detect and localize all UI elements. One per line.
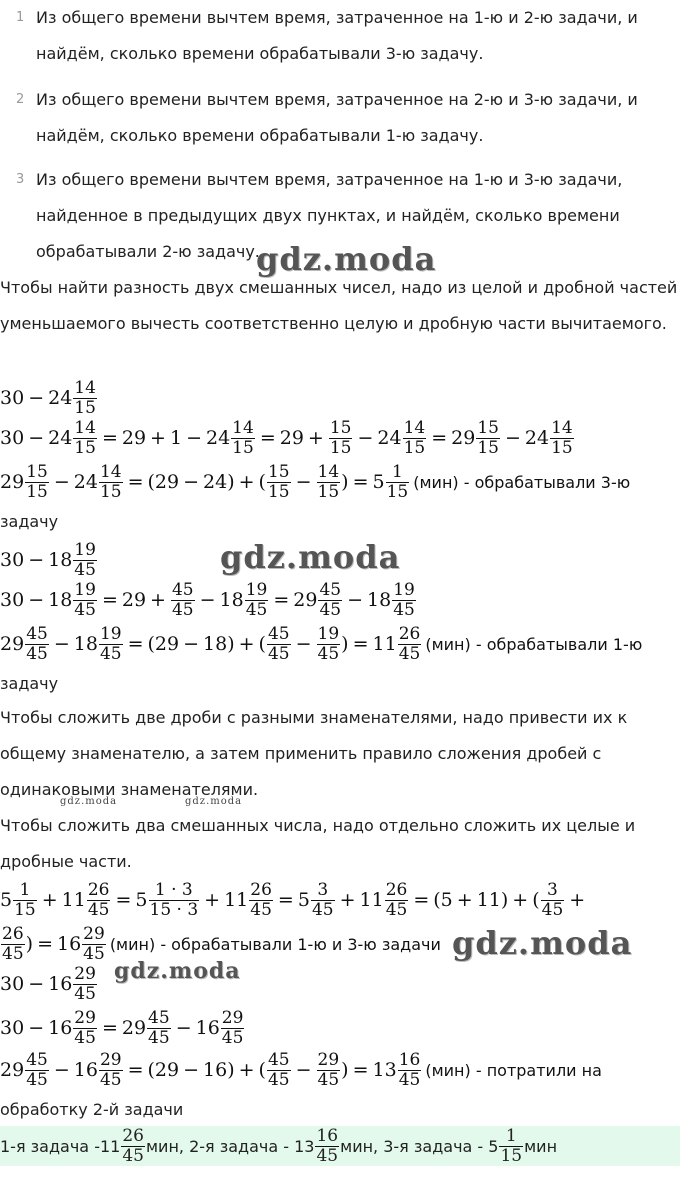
equation-line: 30 − 24 $\frac{14}{15}$ = 29 + 1 − 24 $\frac{14}{15}$ = 29 + $\frac{15}{15}$ − 24 $\frac{14}{15}$ = 29 $\frac{15}{15}$ − 24 $\frac{14}{15}$ bbox=[0, 417, 573, 458]
note: (мин) - потратили на bbox=[425, 1060, 602, 1080]
note: (мин) - обрабатывали 1-ю bbox=[425, 634, 643, 654]
watermark: gdz.moda bbox=[220, 538, 401, 576]
answer-part: мин, 3-я задача - 5 bbox=[340, 1136, 499, 1156]
rule-fraction-addition: Чтобы сложить две дроби с разными знаменателями, надо привести их к общему знаменателю, а затем применить правило сложения дробей с одинаковыми знаменателями. bbox=[0, 708, 628, 799]
watermark: gdz.moda bbox=[60, 796, 118, 807]
note: (мин) - обрабатывали 1-ю и 3-ю задачи bbox=[109, 934, 441, 954]
note: задачу bbox=[0, 512, 59, 531]
watermark: gdz.moda bbox=[256, 240, 437, 278]
answer-part: мин, 2-я задача - 13 bbox=[145, 1136, 315, 1156]
equation-line: 30 − 16 $\frac{29}{45}$ = 29 $\frac{45}{45}$ − 16 $\frac{29}{45}$ bbox=[0, 1007, 244, 1048]
equation-line: 30 − 18 $\frac{19}{45}$ bbox=[0, 539, 96, 580]
note: (мин) - обрабатывали 3-ю bbox=[413, 472, 631, 492]
rule-mixed-subtraction: Чтобы найти разность двух смешанных чисел, надо из целой и дробной частей уменьшаемого вычесть соответственно целую и дробную части вычитаемого. bbox=[0, 278, 678, 333]
equation-line: 29 15 15 − 24 $\frac{14}{15}$ = (29 − 24) + ( $\frac{15}{15}$ − $\frac{14}{15}$ ) = 5 $\frac{1}{15}$ (мин) - обрабатывали 3-ю bbox=[0, 461, 631, 502]
rule-mixed-addition: Чтобы сложить два смешанных числа, надо отдельно сложить их целые и дробные части. bbox=[0, 816, 636, 871]
step-number: 1 bbox=[16, 10, 25, 25]
answer-part: мин bbox=[524, 1136, 558, 1156]
step-number: 3 bbox=[16, 172, 25, 187]
equation-line: 30 − 24 $\frac{14}{15}$ bbox=[0, 377, 96, 418]
watermark: gdz.moda bbox=[452, 924, 633, 962]
step-text: Из общего времени вычтем время, затраченное на 1-ю и 3-ю задачи, найденное в предыдущих двух пунктах, и найдём, сколько времени обрабатывали 2-ю задачу. bbox=[36, 170, 623, 261]
watermark: gdz.moda bbox=[114, 958, 241, 984]
equation-line: 29 45 45 − 18 $\frac{19}{45}$ = (29 − 18) + ( $\frac{45}{45}$ − $\frac{19}{45}$ ) = 11 $\frac{26}{45}$ (мин) - обрабатывали 1-ю bbox=[0, 623, 643, 664]
answer-box: 1-я задача -11 26 45 мин, 2-я задача - 13 16 45 мин, 3-я задача - 5 1 15 мин bbox=[0, 1126, 680, 1166]
step-number: 2 bbox=[16, 92, 25, 107]
equation-line: 29 45 45 − 16 $\frac{29}{45}$ = (29 − 16) + ( $\frac{45}{45}$ − $\frac{29}{45}$ ) = 13 $\frac{16}{45}$ (мин) - потратили на bbox=[0, 1049, 602, 1090]
step-text: Из общего времени вычтем время, затраченное на 1-ю и 2-ю задачи, и найдём, сколько времени обрабатывали 3-ю задачу. bbox=[36, 8, 638, 63]
watermark: gdz.moda bbox=[185, 796, 243, 807]
note: обработку 2-й задачи bbox=[0, 1100, 184, 1119]
equation-line: 5 1 15 + 11 $\frac{26}{45}$ = 5 $\frac{1 \cdot 3}{15 \cdot 3}$ + 11 $\frac{26}{45}$ = 5 $\frac{3}{45}$ + 11 $\frac{26}{45}$ = (5 + 11) + ( $\frac{3}{45}$ + bbox=[0, 879, 586, 920]
step-text: Из общего времени вычтем время, затраченное на 2-ю и 3-ю задачи, и найдём, сколько времени обрабатывали 1-ю задачу. bbox=[36, 90, 638, 145]
note: задачу bbox=[0, 674, 59, 693]
equation-line: $\frac{26}{45}$ ) = 16 $\frac{29}{45}$ (мин) - обрабатывали 1-ю и 3-ю задачи bbox=[2, 923, 441, 964]
equation-line: 30 − 16 $\frac{29}{45}$ bbox=[0, 963, 96, 1004]
answer-part: 1-я задача -11 bbox=[0, 1136, 121, 1156]
equation-line: 30 − 18 $\frac{19}{45}$ = 29 + $\frac{45}{45}$ − 18 $\frac{19}{45}$ = 29 $\frac{45}{45}$ − 18 $\frac{19}{45}$ bbox=[0, 579, 415, 620]
